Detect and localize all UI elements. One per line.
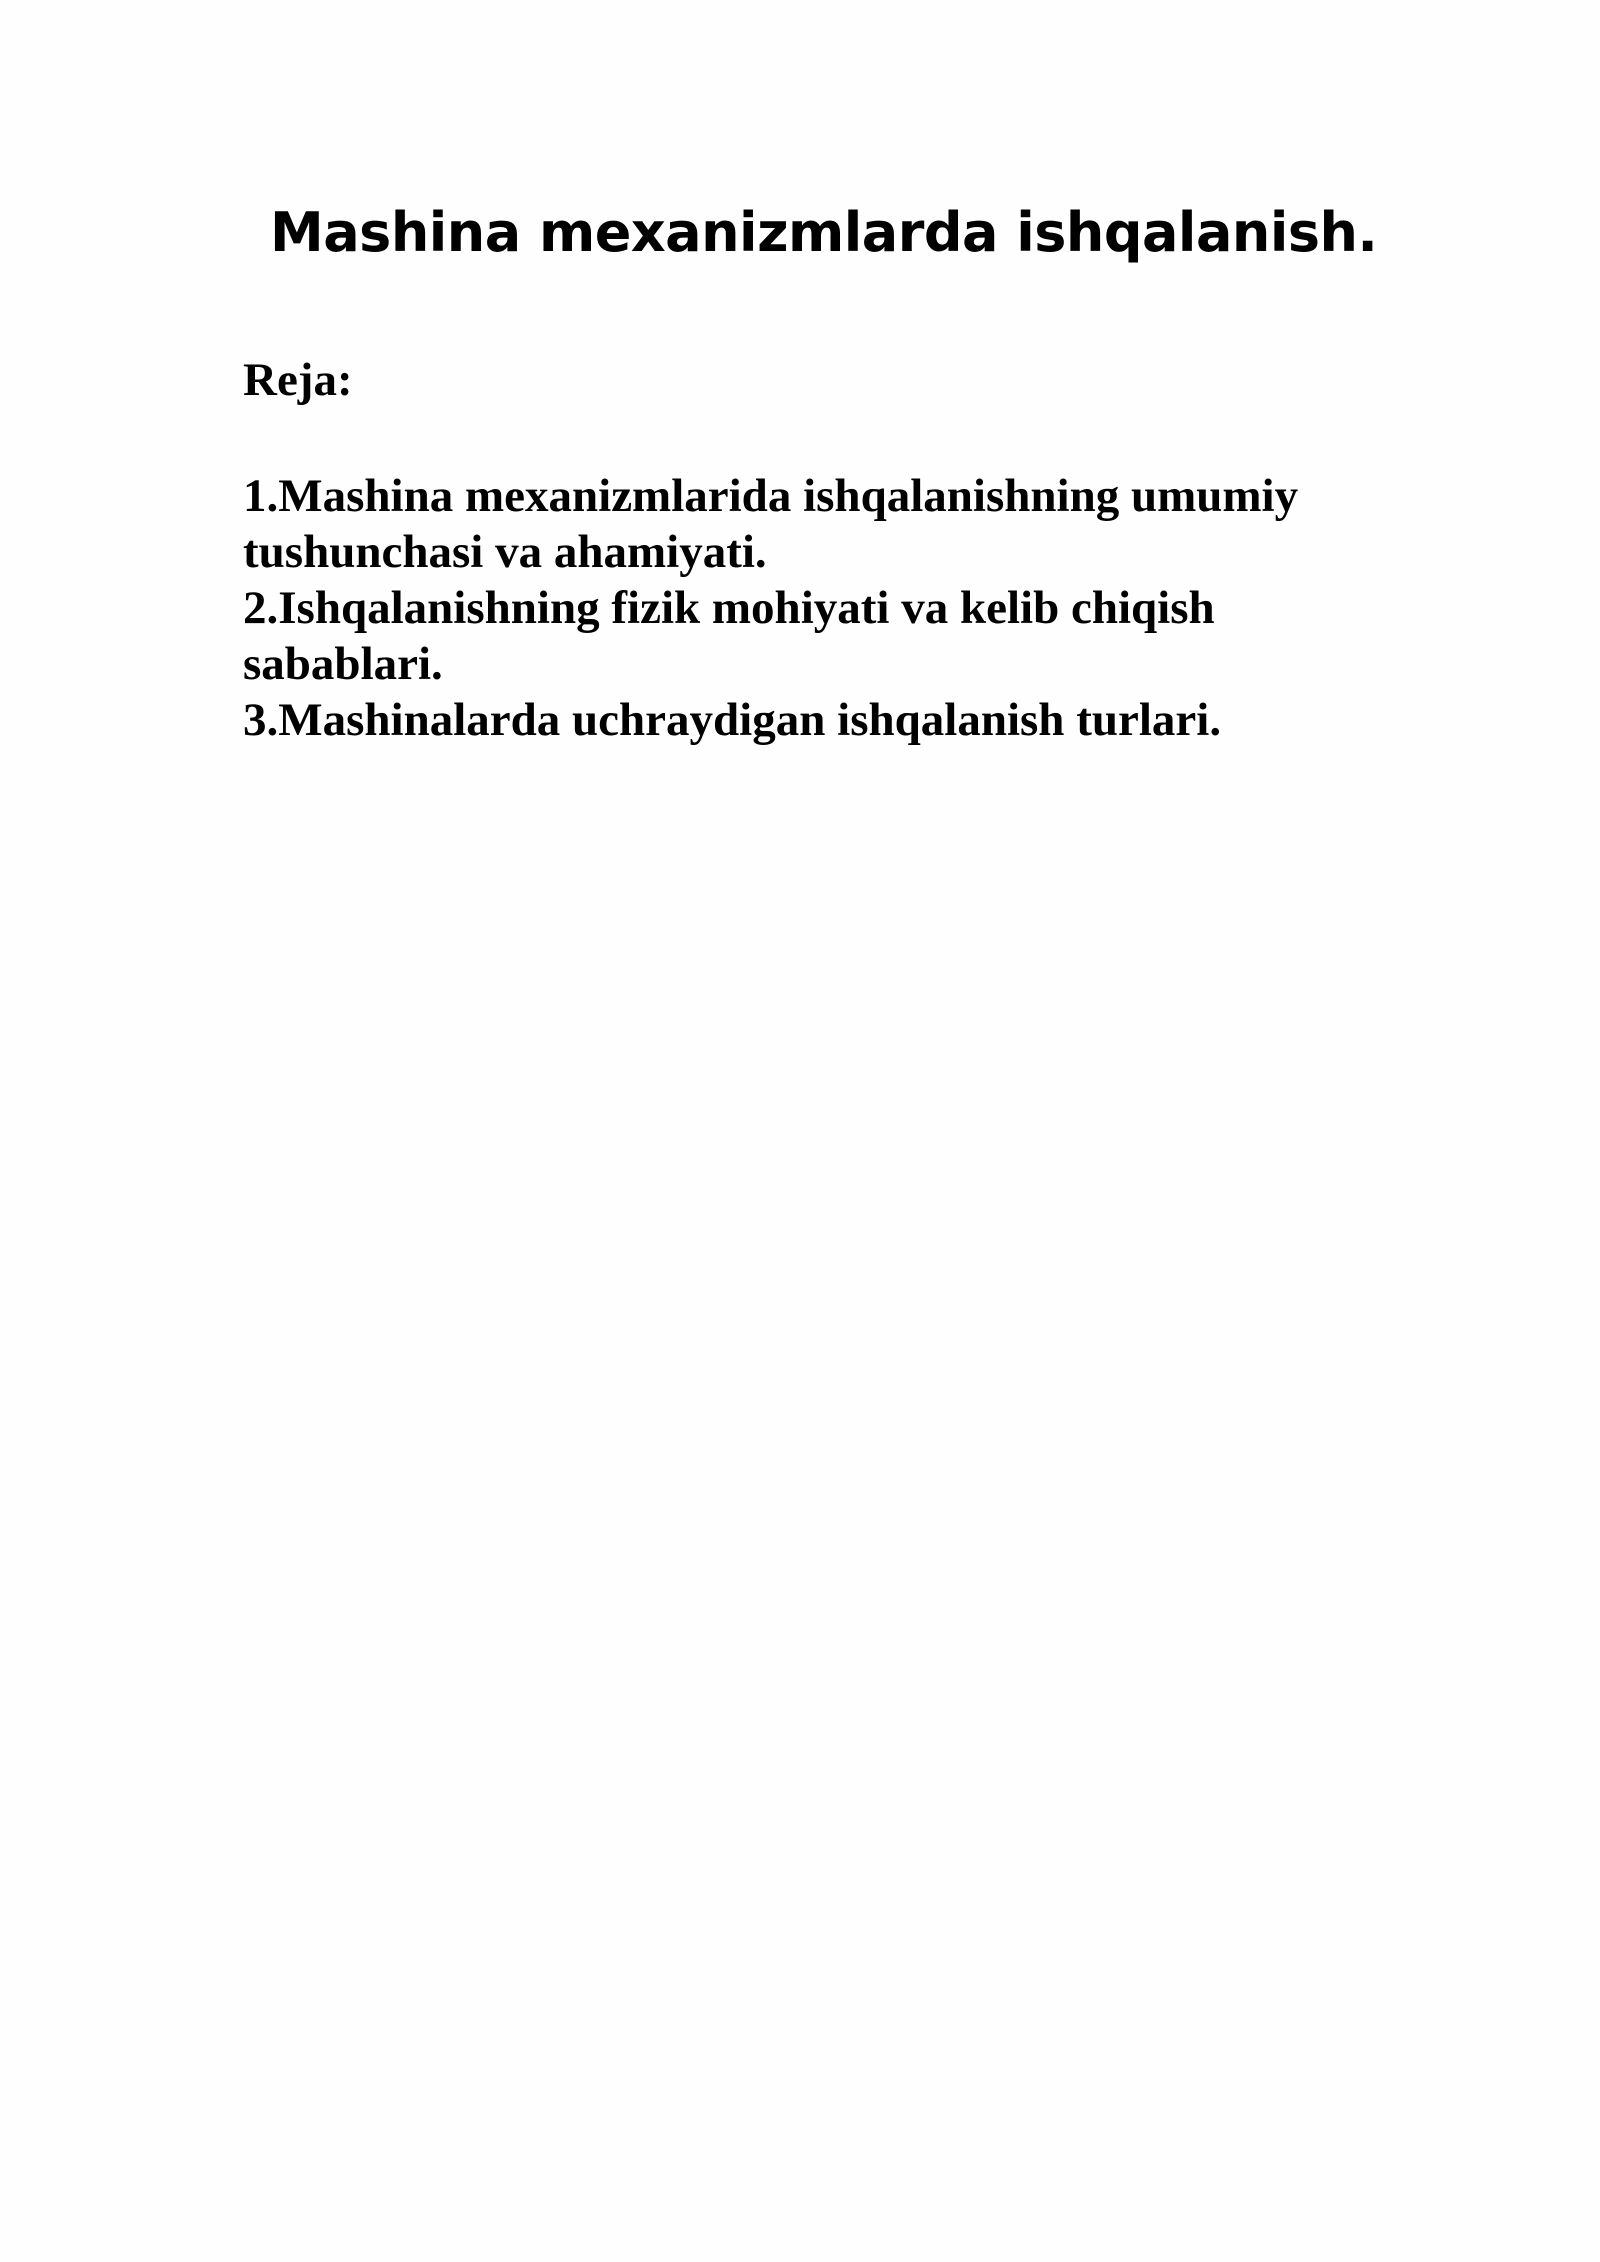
plan-item-text: Mashina mexanizmlarida ishqalanishning umumiy tushunchasi va ahamiyati. bbox=[243, 470, 1299, 578]
plan-list bbox=[243, 468, 1403, 748]
plan-item-text: Mashinalarda uchraydigan ishqalanish turlari. bbox=[278, 694, 1222, 746]
plan-item bbox=[243, 468, 1403, 580]
plan-item-number: 2. bbox=[243, 582, 279, 634]
plan-item-number: 3. bbox=[243, 694, 279, 746]
plan-section bbox=[243, 352, 1403, 748]
plan-item bbox=[243, 692, 1403, 748]
plan-heading: Reja: bbox=[243, 354, 353, 406]
document-title: Mashina mexanizmlarda ishqalanish. bbox=[270, 201, 1378, 264]
plan-item bbox=[243, 580, 1403, 692]
plan-item-text: Ishqalanishning fizik mohiyati va kelib chiqish sabablari. bbox=[243, 582, 1215, 690]
plan-item-number: 1. bbox=[243, 470, 279, 522]
